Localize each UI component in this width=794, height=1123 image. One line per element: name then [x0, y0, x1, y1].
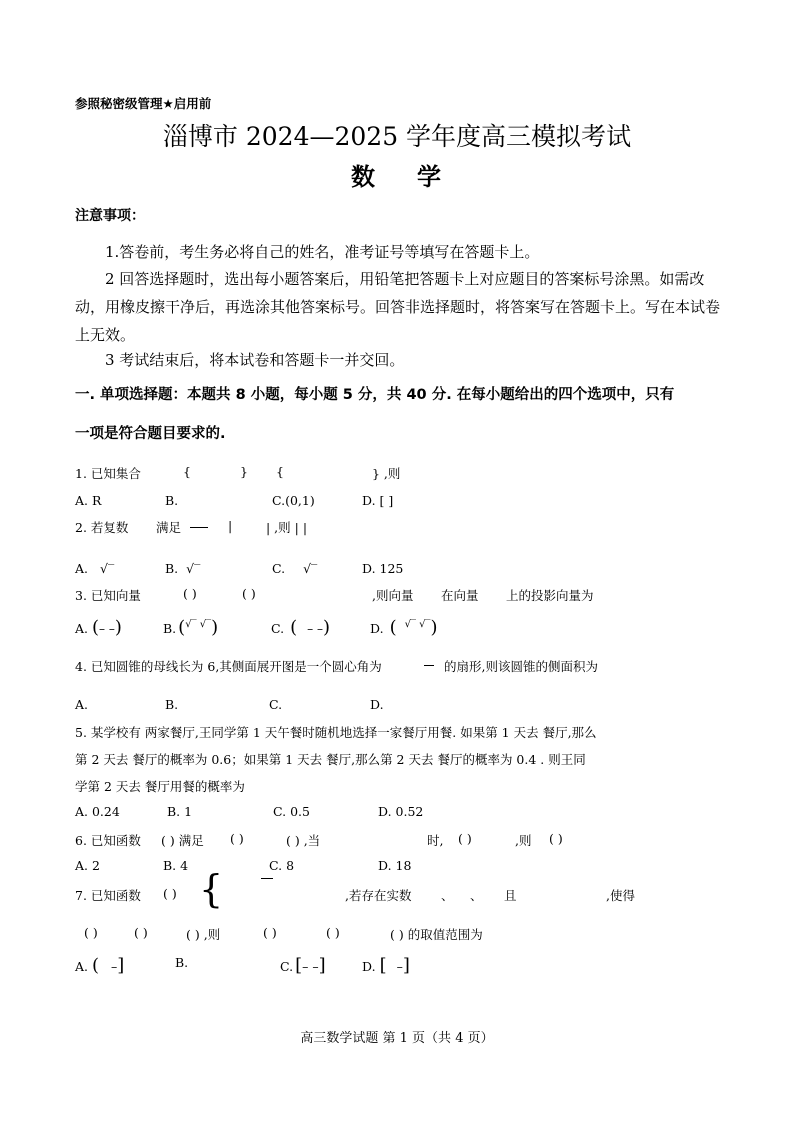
text-fragment: ( ) — [326, 925, 340, 940]
brace: } — [240, 464, 248, 479]
text-fragment: ( ) — [84, 925, 98, 940]
paren-vector: ( — [389, 617, 397, 638]
sqrt-symbol: √‾ √‾ — [404, 619, 431, 630]
question-line: 5. 某学校有 两家餐厅,王同学第 1 天午餐时随机地选择一家餐厅用餐. 如果第 1 天去 餐厅,那么 — [75, 725, 597, 740]
text-fragment: ( ) — [549, 831, 563, 846]
option-b: B. 1 — [167, 804, 193, 819]
text-fragment: 的扇形,则该圆锥的侧面积为 — [444, 659, 598, 674]
option-a: A. — [75, 697, 89, 712]
section-heading-line1: 一. 单项选择题：本题共 8 小题，每小题 5 分，共 40 分. 在每小题给出的四个选项中，只有 — [75, 387, 675, 403]
sqrt-symbol: √‾ — [303, 561, 318, 576]
question-stem: 3. 已知向量 — [75, 588, 141, 603]
option-c: C. ( – –) — [271, 617, 330, 638]
option-a: A. ( –] — [75, 955, 125, 976]
text-fragment: ( ) 满足 — [161, 833, 204, 848]
fraction-bar — [261, 878, 273, 879]
option-c: C. [– –] — [280, 955, 326, 976]
paren-vector: ) — [322, 617, 330, 638]
question-stem: 6. 已知函数 — [75, 833, 141, 848]
option-b: B. 4 — [163, 858, 189, 873]
text-fragment: ,则向量 — [372, 588, 414, 603]
option-c: C.(0,1) — [272, 493, 315, 508]
brace: { — [276, 464, 284, 479]
text-fragment: ( ) — [263, 925, 277, 940]
option-d: D. — [370, 697, 384, 712]
subject-char: 学 — [417, 163, 443, 191]
notice-item-3: 3 考试结束后，将本试卷和答题卡一并交回。 — [105, 351, 405, 369]
option-b: B. √‾ — [165, 561, 201, 576]
option-a: A. R — [75, 493, 102, 508]
option-b: B. (√‾ √‾) — [163, 617, 219, 638]
text-fragment: ( ) ,当 — [286, 833, 321, 848]
text-fragment: ,若存在实数 — [345, 888, 412, 903]
text-fragment: ( ) ,则 — [186, 927, 221, 942]
option-b: B. — [165, 697, 179, 712]
text-fragment: ( ) — [134, 925, 148, 940]
option-a: A. √‾ — [75, 561, 115, 576]
text-fragment: 在向量 — [441, 588, 479, 603]
option-d: D. [ ] — [362, 493, 394, 508]
question-line: 学第 2 天去 餐厅用餐的概率为 — [75, 779, 245, 794]
confidential-label: 参照秘密级管理★启用前 — [75, 96, 212, 111]
minus-sign: – – — [307, 622, 323, 636]
question-stem: 1. 已知集合 — [75, 466, 141, 481]
sqrt-symbol: √‾ √‾ — [185, 619, 212, 630]
option-d: D. [ –] — [362, 955, 410, 976]
piecewise-brace: { — [199, 867, 224, 911]
text-fragment: 、 — [441, 888, 454, 903]
option-d: D. 18 — [378, 858, 412, 873]
paren-vector: ) — [114, 617, 122, 638]
fraction-bar — [190, 527, 208, 528]
option-b: B. — [165, 493, 179, 508]
paren-vector: ( — [92, 617, 100, 638]
option-c: C. 8 — [269, 858, 295, 873]
option-d: D. 0.52 — [378, 804, 424, 819]
minus-sign: – – — [302, 959, 319, 974]
option-a: A. 0.24 — [75, 804, 120, 819]
text-fragment: ,则 — [515, 833, 532, 848]
text-fragment: 、 — [470, 888, 483, 903]
minus-sign: – – — [99, 622, 115, 636]
text-fragment: ( ) 的取值范围为 — [390, 927, 483, 942]
question-stem: 4. 已知圆锥的母线长为 6,其侧面展开图是一个圆心角为 — [75, 659, 382, 674]
minus-sign: – — [111, 959, 118, 974]
option-a: A. (– –) — [75, 617, 122, 638]
abs-bar: | — [228, 518, 233, 533]
paren-vector: ) — [211, 617, 219, 638]
text-fragment: ( ) — [458, 831, 472, 846]
option-d: D. ( √‾ √‾) — [370, 617, 438, 638]
notice-heading: 注意事项： — [75, 208, 145, 224]
paren-vector: ( — [290, 617, 298, 638]
option-d: D. 125 — [362, 561, 404, 576]
text-fragment: ( ) — [242, 586, 256, 601]
sqrt-symbol: √‾ — [186, 561, 201, 576]
text-fragment: 且 — [504, 888, 517, 903]
text-fragment: 时, — [427, 833, 444, 848]
subject-char: 数 — [351, 163, 377, 191]
question-line: 第 2 天去 餐厅的概率为 0.6；如果第 1 天去 餐厅,那么第 2 天去 餐厅的概率为 0.4 . 则王同 — [75, 752, 586, 767]
text-fragment: 上的投影向量为 — [506, 588, 594, 603]
question-stem: 2. 若复数 — [75, 520, 129, 535]
subject-title — [0, 157, 794, 192]
exam-title: 淄博市 2024—2025 学年度高三模拟考试 — [162, 122, 632, 151]
option-c: C. — [269, 697, 283, 712]
interval-bracket: ] — [402, 955, 410, 976]
sqrt-symbol: √‾ — [100, 561, 115, 576]
text-fragment: ( ) — [230, 831, 244, 846]
interval-bracket: ] — [318, 955, 326, 976]
notice-item-1: 1.答卷前，考生务必将自己的姓名，准考证号等填写在答题卡上。 — [105, 243, 540, 261]
text-fragment: ,使得 — [606, 888, 635, 903]
fraction-bar — [424, 665, 434, 666]
interval-bracket: [ — [379, 955, 387, 976]
minus-sign: – — [396, 959, 403, 974]
text-fragment: 满足 — [156, 520, 182, 535]
option-b: B. — [175, 955, 189, 970]
text-fragment: | ,则 | | — [266, 520, 308, 535]
text-fragment: ( ) — [163, 886, 177, 901]
option-a: A. 2 — [75, 858, 100, 873]
option-c: C. 0.5 — [273, 804, 310, 819]
brace: { — [183, 464, 191, 479]
brace-then: } ,则 — [372, 466, 401, 481]
text-fragment: ( ) — [183, 586, 197, 601]
section-heading-line2: 一项是符合题目要求的. — [75, 426, 226, 442]
page-footer: 高三数学试题 第 1 页（共 4 页） — [300, 1031, 494, 1046]
paren-vector: ( — [178, 617, 186, 638]
option-c: C. √‾ — [272, 561, 318, 576]
interval-bracket: ( — [92, 955, 100, 976]
interval-bracket: ] — [117, 955, 125, 976]
interval-bracket: [ — [295, 955, 303, 976]
question-stem: 7. 已知函数 — [75, 888, 141, 903]
notice-item-2: 2 回答选择题时，选出每小题答案后，用铅笔把答题卡上对应题目的答案标号涂黑。如需改动，用橡皮擦干净后，再选涂其他答案标号。回答非选择题时，将答案写在答题卡上。写在本试卷上无效。 — [75, 270, 721, 344]
paren-vector: ) — [430, 617, 438, 638]
